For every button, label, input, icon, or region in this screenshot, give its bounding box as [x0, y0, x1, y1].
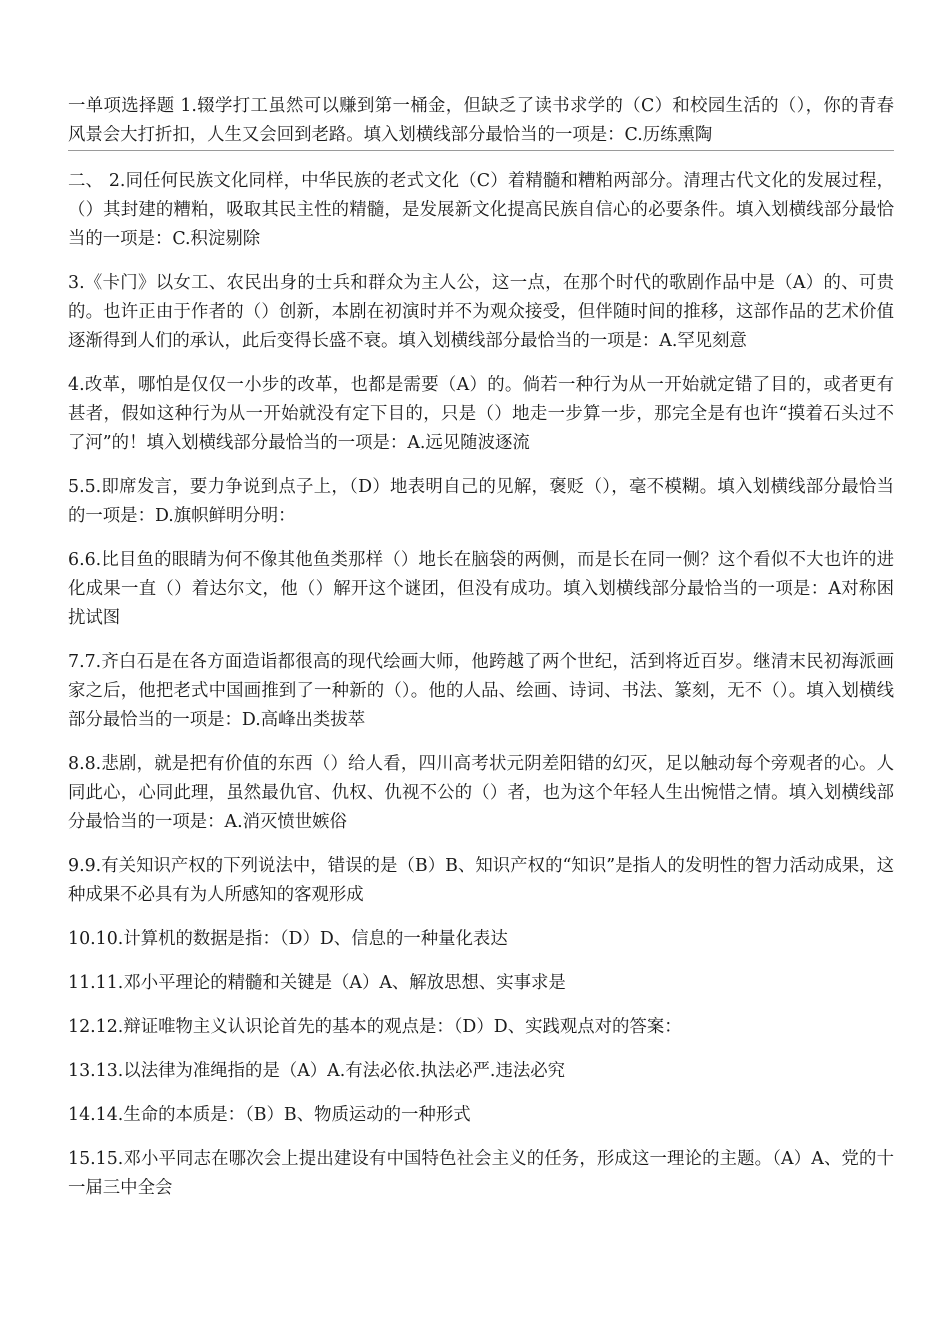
question-6: 6.6.比目鱼的眼睛为何不像其他鱼类那样（）地长在脑袋的两侧，而是长在同一侧？这个看似不大也许的进化成果一直（）着达尔文，他（）解开这个谜团，但没有成功。填入划横线部分最恰当的一项是：A对称困扰试图: [68, 550, 894, 628]
question-3: 3.《卡门》以女工、农民出身的士兵和群众为主人公，这一点，在那个时代的歌剧作品中是（A）的、可贵的。也许正由于作者的（）创新，本剧在初演时并不为观众接受，但伴随时间的推移，这部作品的艺术价值逐渐得到人们的承认，此后变得长盛不衰。填入划横线部分最恰当的一项是：A.罕见刻意: [68, 273, 894, 351]
question-12: 12.12.辩证唯物主义认识论首先的基本的观点是：（D）D、实践观点对的答案：: [68, 1017, 682, 1037]
question-1: 一单项选择题 1.辍学打工虽然可以赚到第一桶金，但缺乏了读书求学的（C）和校园生活的（），你的青春风景会大打折扣，人生又会回到老路。填入划横线部分最恰当的一项是：C.历练熏陶: [68, 92, 894, 151]
question-7: 7.7.齐白石是在各方面造诣都很高的现代绘画大师，他跨越了两个世纪，活到将近百岁。继清末民初海派画家之后，他把老式中国画推到了一种新的（）。他的人品、绘画、诗词、书法、篆刻，无不（）。填入划横线部分最恰当的一项是：D.高峰出类拔萃: [68, 652, 894, 730]
question-11: 11.11.邓小平理论的精髓和关键是（A）A、解放思想、实事求是: [68, 973, 566, 993]
question-15: 15.15.邓小平同志在哪次会上提出建设有中国特色社会主义的任务，形成这一理论的主题。（A）A、党的十一届三中全会: [68, 1149, 894, 1198]
question-13: 13.13.以法律为准绳指的是（A）A.有法必依.执法必严.违法必究: [68, 1061, 566, 1081]
question-5: 5.5.即席发言，要力争说到点子上，（D）地表明自己的见解，褒贬（），毫不模糊。填入划横线部分最恰当的一项是：D.旗帜鲜明分明：: [68, 477, 894, 526]
question-4: 4.改革，哪怕是仅仅一小步的改革，也都是需要（A）的。倘若一种行为从一开始就定错了目的，或者更有甚者，假如这种行为从一开始就没有定下目的，只是（）地走一步算一步，那完全是有也许“摸着石头过不了河”的！填入划横线部分最恰当的一项是：A.远见随波逐流: [68, 375, 894, 453]
question-10: 10.10.计算机的数据是指：（D）D、信息的一种量化表达: [68, 929, 508, 949]
document-body: [68, 92, 894, 1218]
question-8: 8.8.悲剧，就是把有价值的东西（）给人看，四川高考状元阴差阳错的幻灭，足以触动每个旁观者的心。人同此心，心同此理，虽然最仇官、仇权、仇视不公的（）者，也为这个年轻人生出惋惜之情。填入划横线部分最恰当的一项是：A.消灭愤世嫉俗: [68, 754, 894, 832]
question-2: 二、 2.同任何民族文化同样，中华民族的老式文化（C）着精髓和糟粕两部分。清理古代文化的发展过程，（）其封建的糟粕，吸取其民主性的精髓，是发展新文化提高民族自信心的必要条件。填入划横线部分最恰当的一项是：C.积淀剔除: [68, 171, 894, 249]
question-9: 9.9.有关知识产权的下列说法中，错误的是（B）B、知识产权的“知识”是指人的发明性的智力活动成果，这种成果不必具有为人所感知的客观形成: [68, 856, 894, 905]
question-14: 14.14.生命的本质是：（B）B、物质运动的一种形式: [68, 1105, 471, 1125]
